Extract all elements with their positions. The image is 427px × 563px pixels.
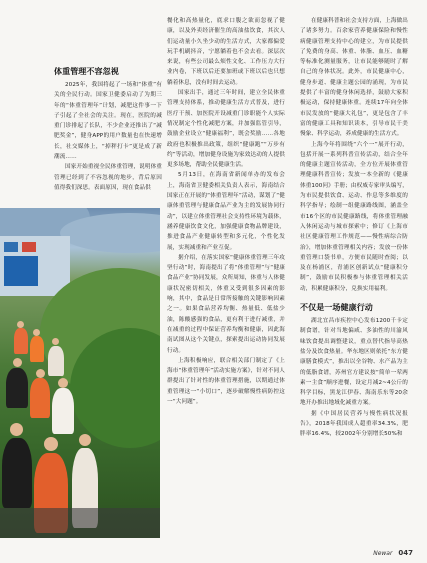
- photo-runners: [0, 208, 160, 538]
- paragraph: 湖北宜昌市疾控中心发布1200千卡定制食谱，针对当地偏咸、多油性的川渝风味饮食提出调整建议，重点替代指导高热盐分及饮食热量。华东地区则依托“东方健康膳食模式”，推出以全谷物、水产品为主的低脂食谱，苏州官方建议按“简单一荤两素一主食”顺序进餐，设定月减2~4公斤的科学目标，黑龙江伊春、海南乐东等20余地开办推出地域化减重方案。: [300, 318, 408, 407]
- column-2: [167, 16, 285, 407]
- paragraph: 在健康科普和社会支持方面，上海做出了诸多努力。百余家营养健康保险和慢性病健康管理支持中心的建立，为市民提供了免费的身高、体重、体脂、血压、血糖等标准化测量服务，让市民能够随时了解自己的身体状况。此外，市民健康中心，健身步道、健康主题公园的涌现，为市民提供了丰富的健身休闲选择，鼓励大家积极运动，保持健康体重。连续17年向全体市民发放的“健康大礼包”，更是包含了丰富的健康工具和知识读本，引导市民干美慢象、科学运动，养成健康的生活方式。: [300, 18, 408, 138]
- paragraph: 餐化和高热量化，底求口腹之欲而忽视了健康，以及外卖经济催生的高油盐饮食，其次人们运动量小久坐少动的生活方式，大家都偏爱玩手机刷抖音，宁愿躺着也不会去看。深层次来说，有些公司最么烦性文化、工作压力大行业内卷，下班以后还要加班或下班以后也只想躺着休息，没有时间去运动。: [167, 18, 285, 86]
- page-number: 047: [398, 549, 413, 557]
- paragraph: 2025年，我国将起了一场和“体重”有关的全民行动。国家卫健委启动了为期三年的“体重管理年”计划，减肥这件事一下子引起了全社会的关注。现在，医院的减重门诊排起了长队，不少企业还推出了“减肥奖金”，健身APP的用户数量也在快速增长，社交媒体上，“掉秤打卡”更是成了新潮流……: [54, 82, 162, 161]
- paragraph: 上海今年将围绕“六个一”展开行动，包括开展一系列科普宣传活动，结合全年的健康主题宣传活动，全方位开展体重管理健康科普宣传；发放一本全新的《健康体重100问》手册；由权威专家审头编写，为市民提供饮食、运动、作息等多维度的科学指导；绘制一组健康路线图，涵盖全市16个区的市民健康路线，将体重管理融入休闲运动与城市探索中；修订《上海市社区健康管理工作规范——慢性病综合防治》，增加体重管理相关内容；发放一份体重管理口袋书单，方便市民随时查阅；以及在杨浦区，青浦区创新试点“健康积分制”，鼓励市民积极参与体重管理相关活动，积累健康积分，兑换实用福利。: [300, 141, 408, 292]
- paragraph: 据《中国居民营养与慢性病状况报告》，2018年我国成人超重率34.3%，肥胖率16.4%，较2002年分别增长50%和: [300, 410, 408, 438]
- section-heading-weight-management: 体重管理不容忽视: [54, 67, 119, 76]
- paragraph: 上海积极响应，联合相关部门制定了《上海市“体重管理年”活动实施方案》，针对不同人群提出了针对性的体重管理措施，以期通过体重管理这一“小切口”，逐步破解慢性病防控这一“大问题”。: [167, 357, 285, 405]
- magazine-name: Newar: [373, 550, 393, 557]
- paragraph: 据介绍，在落实国家“健康体重管理三年攻坚行动”时，海南提出了将“体重管理”与“健康食品产业”协同发展，众所周知，体重与人体健康状况密切相关，体重又受到很多因素的影响，其中，食品是日常所接触的关键影响因素之一。如果食品营养均衡、热量低、低盐少油，陈酸感强的食品，更有利于进行减重，并在减重的过程中保证营养均衡和健康，因此海南试图从这个关键点，探索提出运动协同发展行动。: [167, 254, 285, 354]
- page-footer: [373, 549, 413, 557]
- section-heading-health-action: 不仅是一场健康行动: [300, 303, 373, 313]
- paragraph: 5月13日，在海南省新闻单办的发布会上，海南省卫健委相关负责人表示，海南结合国家正在开展的“体重管理年”活动，谋划了“健康体重管理与健康食品产业为主的发展协同行动”，以建立体重管理社会支持性环境为载体，涵养健康饮食文化，加强健康食物品牌建设，推进食品产业健康转型和多元化，个性化发展，实现减重和产业互促。: [167, 172, 285, 251]
- paragraph: 国家开始重视全民体重管理，说明体重管理已经到了不容忽视的地步，背后原因值得我们深思。表面原因，现在食品供: [54, 164, 162, 191]
- paragraph: 国家出手，通过三年时间，建立全民体重管理支持体系，推动健康生活方式普及，进行医疗干预、加医院开设减重门诊职能个人实际情况制定个性化减肥方案，并加强监管引导，鼓励企业设立“健康福利”，既会奖励……各地政府也积极推出政策，组织“健康跑”“万步有约”等活动，增加健身设施为家效达动的人提供更多场地，帮助全民健康生活。: [167, 90, 285, 169]
- column-1: [54, 66, 162, 193]
- column-3: [300, 16, 408, 440]
